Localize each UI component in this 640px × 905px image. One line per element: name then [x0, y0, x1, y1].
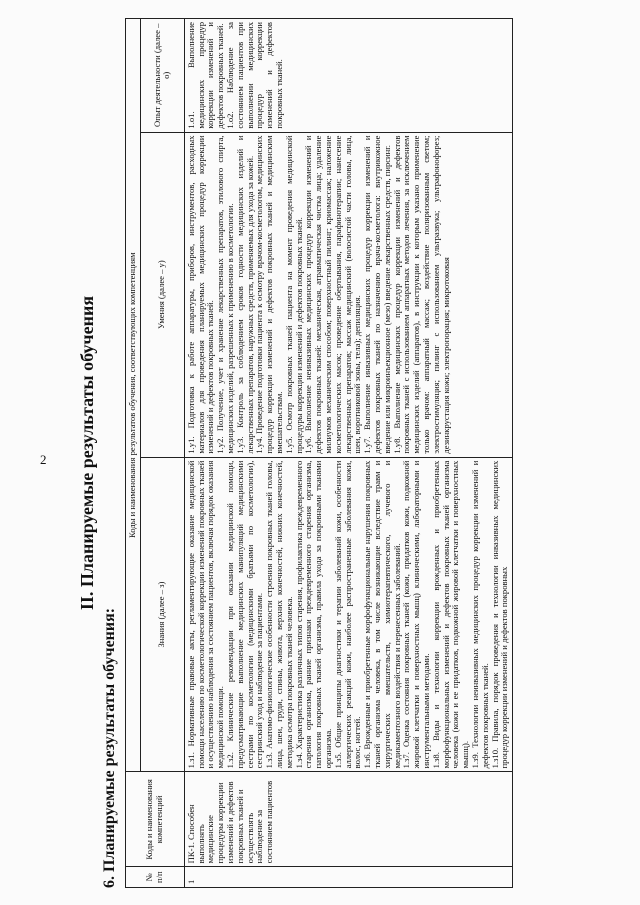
knowledge-item: 1.з5. Общие принципы диагностики и терапии заболеваний кожи, особенности аллергических реакций кожи, наиболее распространенные заболевания кожи, волос, ногтей. — [332, 460, 363, 769]
page-number: 2 — [40, 452, 47, 467]
knowledge-item: 1.з8. Виды и технологии коррекции врожденных и приобретенных морфофункциональных изменений и дефектов покровных тканей организма человека (кожи и ее придатков, подкожной жировой клетчатки и поверхностных мышц). — [430, 460, 471, 769]
header-knowledge: Знания (далее – з) — [140, 457, 184, 772]
experience-item: 1.о1. Выполнение медицинских процедур коррекции изменений и дефектов покровных тканей. — [185, 22, 226, 129]
header-codes: Коды и наименования компетенций — [126, 772, 185, 867]
knowledge-item: 1.з2. Клинические рекомендации при оказании медицинской помощи, предусматривающие выполнение медицинских манипуляций медицинскими сестрами по косметологии (медицинскими братьями по косметологии), сестринский уход и наблюдение за пациентами. — [224, 460, 265, 769]
knowledge-item: 1.з6. Врожденные и приобретенные морфофункциональные нарушения покровных тканей организма человека, в том числе возникающие вследствие травм и хирургических вмешательств, химиотерапевтического, лучевого и медикаментозного воздействия и перенесенных заболеваний. — [362, 460, 402, 769]
competence-cell: ПК-1. Способен выполнять медицинские процедуры коррекции изменений и дефектов покровных тканей и осуществлять наблюдение за состоянием пациентов — [184, 772, 512, 867]
experience-item: 1.о2. Наблюдение за состоянием пациентов при выполнении медицинских процедур коррекции изменений и дефектов покровных тканей. — [224, 22, 284, 129]
skill-item: 1.у4. Проведение подготовки пациента к осмотру врачом-косметологом, медицинских процедур коррекции изменений и дефектов покровных тканей и медицинским вмешательствам. — [254, 135, 284, 454]
table-title: 6. Планируемые результаты обучения: — [101, 607, 118, 888]
section-title: II. Планируемые результаты обучения — [77, 295, 97, 611]
knowledge-item: 1.з3. Анатомо-физиологические особенности строения покровных тканей головы, лица, шеи, груди, спины, живота, верхних конечностей, нижних конечностей, методика осмотра покровных тканей человека. — [264, 460, 294, 769]
table-row — [184, 19, 512, 888]
skill-item: 1.у7. Выполнение инвазивных медицинских процедур коррекции изменений и дефектов покровных тканей по назначению врача-косметолога: внутрикожное введение или микроинъекционное (мезо) введение лекарственных средств, пирсинг. — [362, 135, 392, 454]
experience-cell — [184, 19, 512, 133]
header-skills: Умения (далее – у) — [140, 132, 184, 457]
skill-item: 1.у1. Подготовка к работе аппаратуры, приборов, инструментов, расходных материалов для проведения планируемых медицинских процедур коррекции изменений и дефектов покровных тканей. — [185, 135, 216, 454]
skill-item: 1.у8. Выполнение медицинских процедур коррекции изменений и дефектов покровных тканей с использованием аппаратных методов лечения, за исключением медицинских изделий (аппаратов), в инструкции к которым указано применение только врачом: аппаратный массаж; воздействие поляризованным светом; электростимуляция; пилинг с использованием ультразвука; ультрафонофорез; дезинкрустация кожи; электропорация; микротоковая — [391, 135, 451, 454]
knowledge-item: 1.з4. Характеристика различных типов старения, профилактика преждевременного старения организма, ранние признаки преждевременного старения организма, патология покровных тканей организма, правила ухода за покровными тканями организма. — [293, 460, 333, 769]
rotated-content — [15, 18, 625, 888]
skill-item: 1.у5. Осмотр покровных тканей пациента на момент проведения медицинской процедуры коррекции изменений и дефектов покровных тканей. — [283, 135, 304, 454]
skills-cell — [184, 132, 512, 457]
header-no: № п/п — [126, 867, 185, 888]
knowledge-item: 1.з1. Нормативные правовые акты, регламентирующие оказание медицинской помощи населению по косметологической коррекции изменений покровных тканей и осуществлению наблюдения за состоянием пациентов, включая порядок оказания медицинской помощи. — [185, 460, 226, 769]
header-group: Коды и наименования результатов обучения, соответствующих компетенциям — [126, 19, 141, 772]
skill-item: 1.у3. Контроль за соблюдением сроков годности медицинских изделий и лекарственных препаратов, наружных средств, применяемых для ухода за кожей. — [234, 135, 255, 454]
skill-item: 1.у2. Получение, учет и хранение лекарственных препаратов, этилового спирта, медицинских изделий, разрешенных к применению в косметологии. — [215, 135, 235, 454]
knowledge-item: 1.з9. Технологии неинвазивных медицинских процедур коррекции изменений и дефектов покровных тканей. — [469, 460, 490, 769]
row-number: 1 — [184, 867, 512, 888]
knowledge-item: 1.з10. Правила, порядок проведения и технологии инвазивных медицинских процедур коррекции изменений и дефектов покровных — [489, 460, 510, 769]
knowledge-item: 1.з7. Оценка состояния покровных тканей (кожи, придатков кожи, подкожной жировой клетчатки и поверхностных мышц) клиническими, лабораторными и инструментальными методами. — [401, 460, 431, 769]
skill-item: 1.у6. Выполнение неинвазивных медицинских процедур коррекции изменений и дефектов покровных тканей: механическая, атравматическая чистка лица; удаление милиумов механическим способом; поверхностный пилинг; криомассаж; наложение косметологических масок; проведение обертывания, парафинотерапии; нанесение лекарственных препаратов; массаж медицинский (волосистой части головы, лица, шеи, воротниковой зоны, тела); депиляция. — [303, 135, 363, 454]
header-experience: Опыт деятельности (далее – о) — [140, 19, 184, 133]
results-table — [125, 18, 513, 888]
knowledge-cell — [184, 457, 512, 772]
